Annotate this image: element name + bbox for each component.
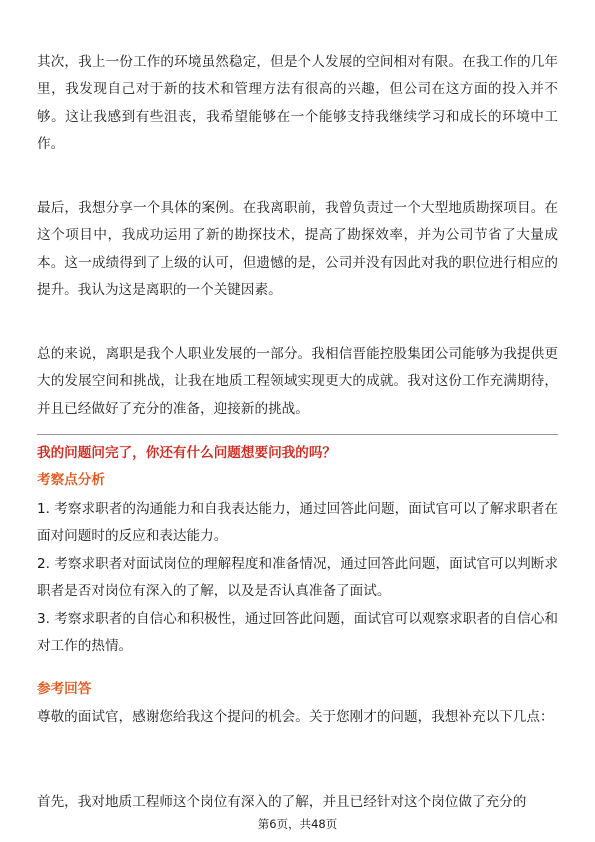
analysis-item: 1. 考察求职者的沟通能力和自我表达能力，通过回答此问题，面试官可以了解求职者在面对问题时的反应和表达能力。 bbox=[37, 501, 558, 545]
analysis-item: 3. 考察求职者的自信心和积极性，通过回答此问题，面试官可以观察求职者的自信心和对工作的热情。 bbox=[37, 610, 558, 655]
analysis-heading: 考察点分析 bbox=[37, 472, 105, 488]
analysis-list bbox=[37, 496, 558, 660]
reference-answer-heading: 参考回答 bbox=[37, 681, 92, 697]
reference-answer-first-point bbox=[37, 789, 558, 816]
question-title: 我的问题问完了，你还有什么问题想要问我的吗？ bbox=[37, 445, 337, 461]
reference-answer-text: 首先，我对地质工程师这个岗位有深入的了解，并且已经针对这个岗位做了充分的 bbox=[37, 794, 527, 810]
paragraph-summary: 总的来说，离职是我个人职业发展的一部分。我相信晋能控股集团公司能够为我提供更大的发展空间和挑战，让我在地质工程领域实现更大的成就。我对这份工作充满期待，并且已经做好了充分的准备，迎接新的挑战。 bbox=[37, 346, 558, 417]
page-number-footer: 第6页，共48页 bbox=[257, 817, 338, 831]
paragraph-case-example: 最后，我想分享一个具体的案例。在我离职前，我曾负责过一个大型地质勘探项目。在这个项目中，我成功运用了新的勘探技术，提高了勘探效率，并为公司节省了大量成本。这一成绩得到了上级的认可，但遗憾的是，公司并没有因此对我的职位进行相应的提升。我认为这是离职的一个关键因素。 bbox=[37, 200, 558, 299]
paragraph-work-environment: 其次，我上一份工作的环境虽然稳定，但是个人发展的空间相对有限。在我工作的几年里，我发现自己对于新的技术和管理方法有很高的兴趣，但公司在这方面的投入并不够。这让我感到有些沮丧，我希望能够在一个能够支持我继续学习和成长的环境中工作。 bbox=[37, 54, 558, 153]
analysis-item: 2. 考察求职者对面试岗位的理解程度和准备情况，通过回答此问题，面试官可以判断求职者是否对岗位有深入的了解，以及是否认真准备了面试。 bbox=[37, 555, 558, 600]
reference-answer-intro bbox=[37, 704, 558, 731]
reference-answer-text: 尊敬的面试官，感谢您给我这个提问的机会。关于您刚才的问题，我想补充以下几点： bbox=[37, 709, 554, 725]
section-divider bbox=[37, 434, 558, 435]
